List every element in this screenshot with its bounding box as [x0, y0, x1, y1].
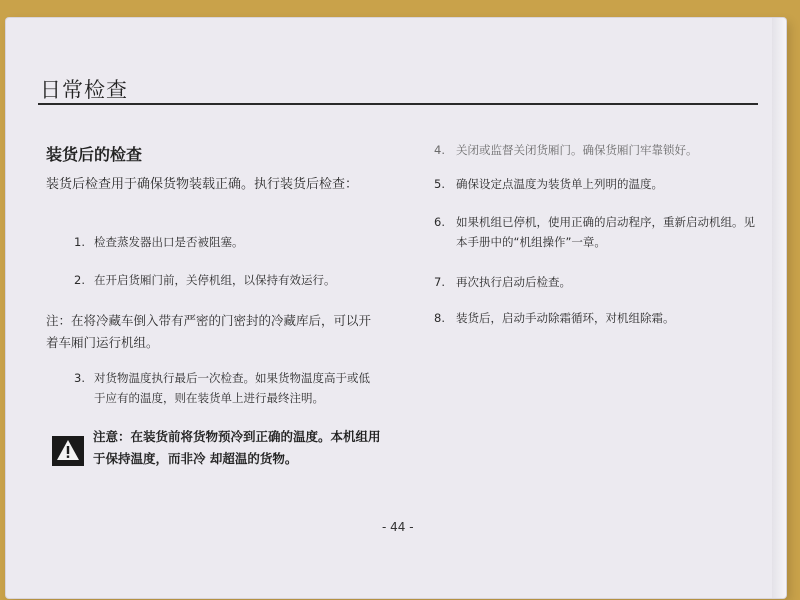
item-text: 如果机组已停机，使用正确的启动程序，重新启动机组。见本手册中的“机组操作”一章。	[456, 215, 755, 249]
page-number: - 44 -	[382, 520, 414, 534]
item-number: 5.	[434, 177, 445, 191]
item-text: 确保设定点温度为装货单上列明的温度。	[456, 177, 663, 191]
item-text: 装货后，启动手动除霜循环，对机组除霜。	[456, 311, 675, 325]
section-title: 装货后的检查	[46, 145, 143, 164]
intro-paragraph: 装货后检查用于确保货物装载正确。执行装货后检查：	[46, 177, 359, 192]
item-number: 2.	[74, 273, 85, 287]
caution-text: 注意：在装货前将货物预冷到正确的温度。本机组用于保持温度，而非冷 却超温的货物。	[93, 429, 381, 466]
manual-page	[6, 18, 786, 598]
item-text: 再次执行启动后检查。	[456, 275, 571, 289]
note-paragraph: 注：在将冷藏车倒入带有严密的门密封的冷藏库后，可以开着车厢门运行机组。	[46, 313, 372, 350]
item-text: 对货物温度执行最后一次检查。如果货物温度高于或低于应有的温度，则在装货单上进行最终注明。	[94, 371, 370, 405]
item-number: 6.	[434, 215, 445, 229]
item-text: 检查蒸发器出口是否被阻塞。	[94, 235, 244, 249]
item-number: 8.	[434, 311, 445, 325]
item-number: 3.	[74, 371, 85, 385]
item-text: 关闭或监督关闭货厢门。确保货厢门牢靠锁好。	[456, 143, 698, 157]
item-number: 4.	[434, 143, 445, 157]
warning-triangle-icon	[52, 436, 84, 466]
item-number: 1.	[74, 235, 85, 249]
header-rule	[38, 103, 758, 105]
page-title: 日常检查	[40, 78, 128, 102]
item-number: 7.	[434, 275, 445, 289]
item-text: 在开启货厢门前，关停机组，以保持有效运行。	[94, 273, 336, 287]
page-edge	[772, 18, 786, 598]
